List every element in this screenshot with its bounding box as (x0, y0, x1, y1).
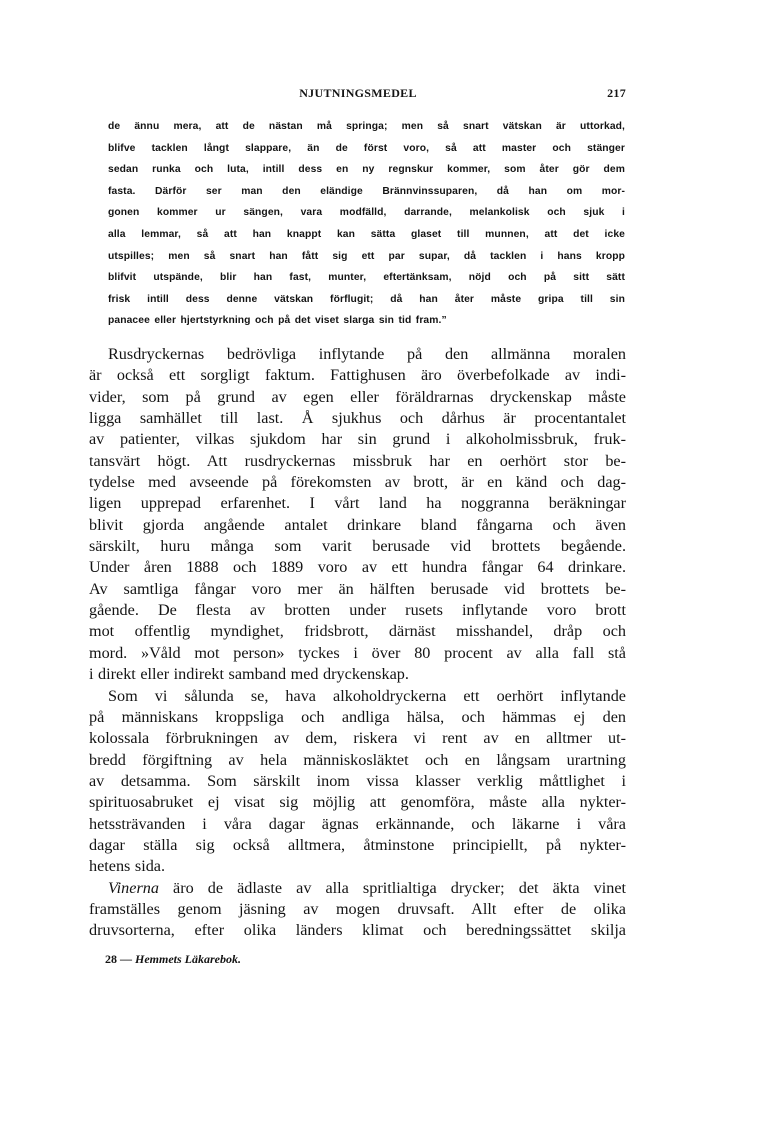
quote-line: blifvit utspände, blir han fast, munter, eftertänksam, nöjd och på sitt sätt (108, 272, 625, 284)
quote-line: de ännu mera, att de nästan må springa; men så snart vätskan är uttorkad, (108, 121, 625, 132)
page-number: 217 (607, 86, 626, 100)
quote-line: sedan runka och luta, intill dess en ny regnskur kommer, som åter gör dem (108, 164, 625, 176)
body-line: Som vi sålunda se, hava alkoholdryckerna ett oerhört inflytande (108, 686, 626, 705)
book-title: Hemmets Läkarebok. (135, 952, 241, 966)
body-line: tydelse med avseende på förekomsten av brott, är en känd och dag- (89, 473, 626, 492)
body-line: framställes genom jäsning av mogen druvsaft. Allt efter de olika (89, 899, 626, 918)
quote-line: panacee eller hjertstyrkning och på det viset slarga sin tid fram.” (108, 315, 447, 327)
sheet-number: 28 (105, 952, 117, 966)
body-line: i direkt eller indirekt samband med dryckenskap. (89, 665, 409, 684)
body-line: på människans kroppsliga och andliga hälsa, och hämmas ej den (89, 707, 626, 726)
body-line: hetens sida. (89, 857, 166, 876)
quote-line: blifve tacklen långt slappare, än de först voro, så att master och stänger (108, 142, 625, 154)
footer-dash: — (120, 952, 132, 966)
quote-line: fasta. Därför ser man den eländige Brännvinssuparen, då han om mor- (108, 185, 625, 197)
body-line-rest: äro de ädlaste av alla spritlialtiga drycker; det äkta vinet (158, 878, 626, 897)
quote-line: frisk intill dess denne vätskan förflugit; då han åter måste gripa till sin (108, 293, 625, 305)
body-line: Av samtliga fångar voro mer än hälften berusade vid brottets be- (89, 579, 626, 598)
body-line: bredd förgiftning av hela människosläktet och en långsam urartning (89, 750, 626, 769)
italic-term: Vinerna (108, 878, 159, 897)
body-line: dagar ställa sig också alltmera, åtminstone principiellt, på nykter- (89, 835, 626, 854)
quote-line: gonen kommer ur sängen, vara modfälld, darrande, melankolisk och sjuk i (108, 207, 625, 219)
body-line: av detsamma. Som särskilt inom vissa klasser verklig måttlighet i (89, 771, 626, 790)
body-line (89, 878, 626, 899)
body-line: ligen upprepad erfarenhet. I vårt land ha noggranna beräkningar (89, 494, 626, 513)
body-line: kolossala förbrukningen av dem, riskera vi rent av en alltmer ut- (89, 729, 626, 748)
running-title: NJUTNINGSMEDEL (299, 86, 417, 100)
quote-line: alla lemmar, så att han knappt kan sätta glaset till munnen, att det icke (108, 228, 625, 240)
body-line: blivit gjorda angående antalet drinkare bland fångarna och även (89, 515, 626, 534)
body-line: särskilt, huru många som varit berusade vid brottets begående. (89, 537, 626, 556)
running-header (90, 86, 626, 106)
body-line: gående. De flesta av brotten under rusets inflytande voro brott (89, 601, 626, 620)
body-line: tansvärt högt. Att rusdryckernas missbruk har en oerhört stor be- (89, 451, 626, 470)
signature-footer (105, 952, 241, 967)
body-text (89, 344, 626, 942)
quote-line: utspilles; men så snart han fått sig ett par supar, då tacklen i hans kropp (108, 250, 625, 262)
body-line: är också ett sorgligt faktum. Fattighusen äro överbefolkade av indi- (89, 366, 626, 385)
body-line: Rusdryckernas bedrövliga inflytande på den allmänna moralen (108, 345, 626, 363)
body-line: mot offentlig myndighet, fridsbrott, därnäst misshandel, dråp och (89, 622, 626, 641)
body-line: Under åren 1888 och 1889 voro av ett hundra fångar 64 drinkare. (89, 558, 626, 577)
body-line: ligga samhället till last. Å sjukhus och dårhus är procentantalet (89, 409, 626, 428)
body-line: spirituosabruket ej visat sig möjlig att genomföra, måste alla nykter- (89, 793, 626, 812)
body-line: hetssträvanden i våra dagar ägnas erkännande, och läkarne i våra (89, 814, 626, 833)
body-line: av patienter, vilkas sjukdom har sin grund i alkoholmissbruk, fruk- (89, 430, 626, 449)
body-line: vider, som på grund av egen eller föräldrarnas dryckenskap måste (89, 387, 626, 406)
body-line: druvsorterna, efter olika länders klimat och beredningssättet skilja (89, 921, 626, 940)
quoted-passage (108, 116, 625, 332)
body-line: mord. »Våld mot person» tyckes i över 80 procent av alla fall stå (89, 643, 626, 662)
